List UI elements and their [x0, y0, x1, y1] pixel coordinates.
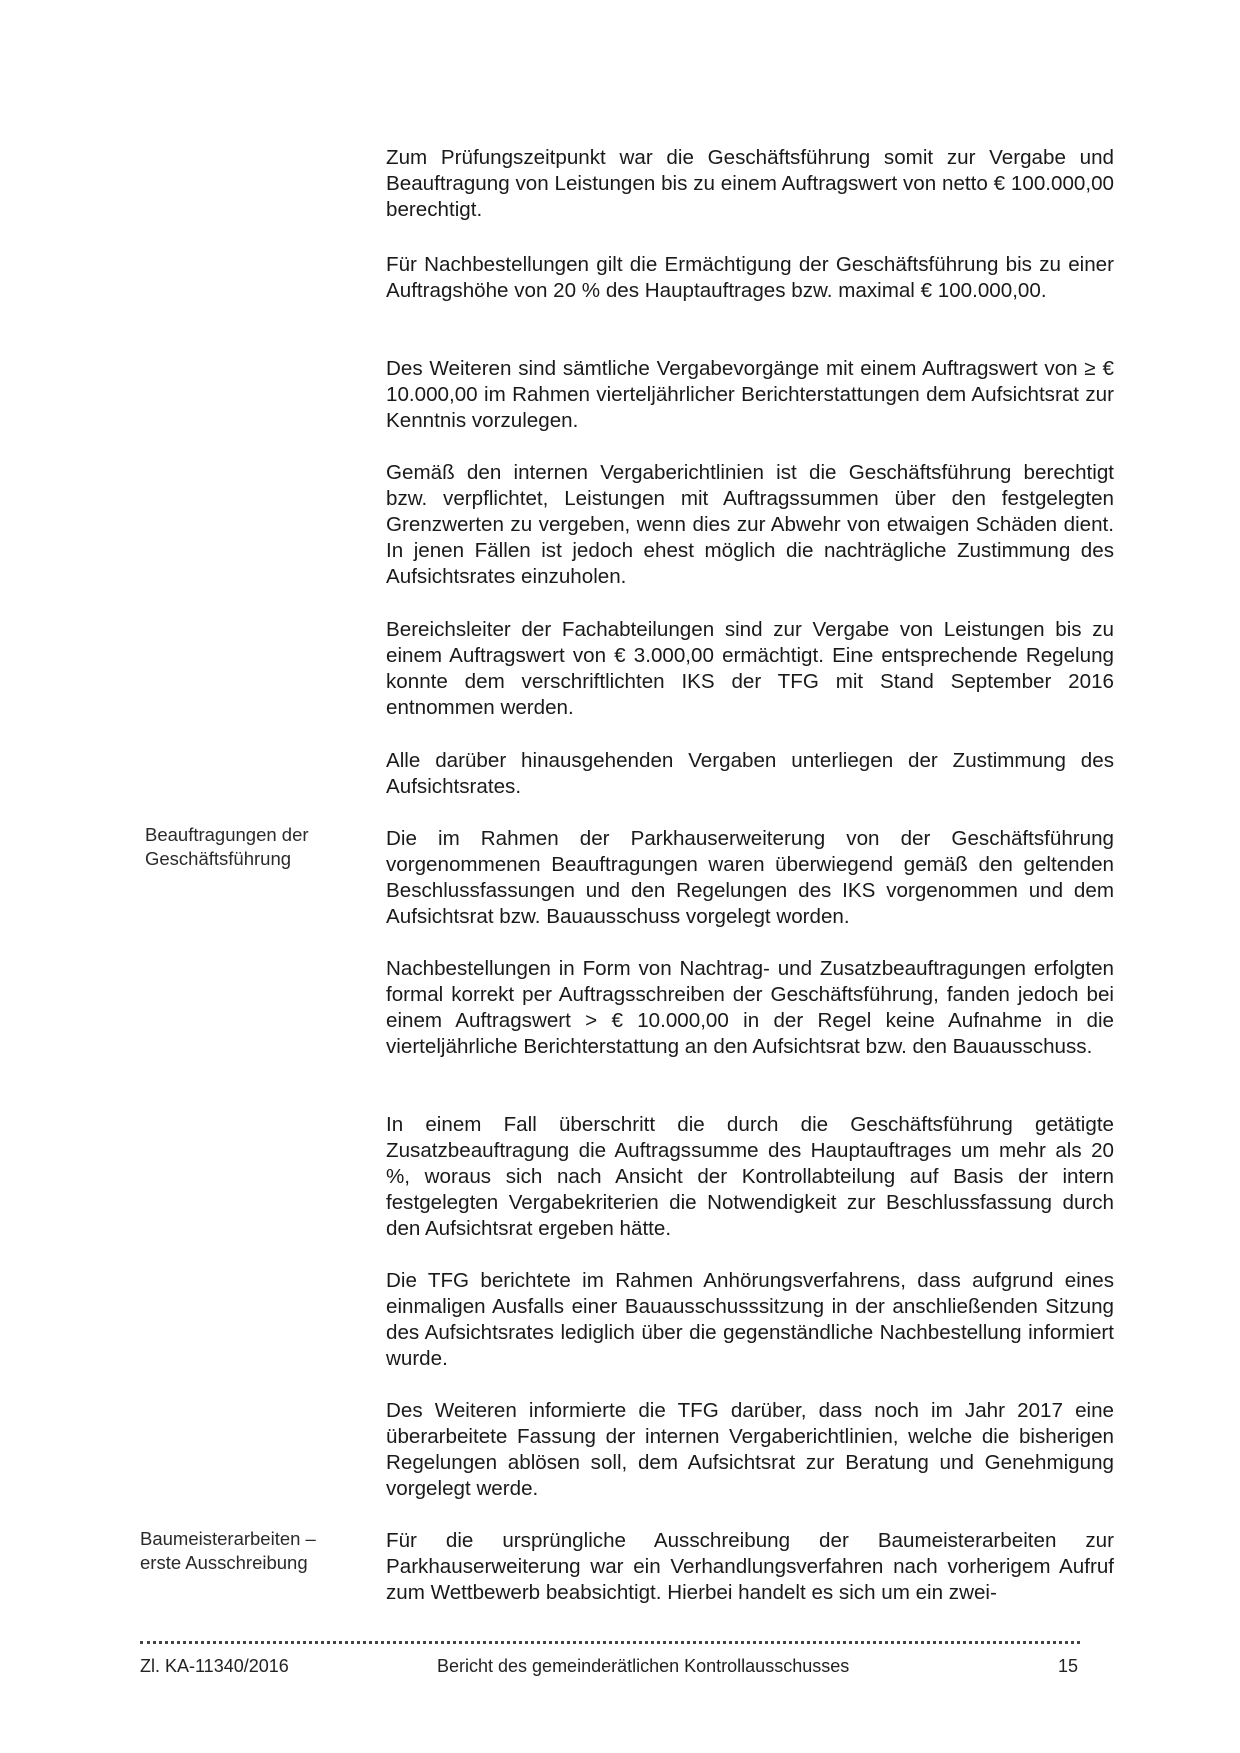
footer-divider	[140, 1641, 1080, 1644]
paragraph-9: In einem Fall überschritt die durch die Geschäftsführung getätigte Zusatzbeauftragung die Auftragssumme des Hauptauftrages um mehr als 20 %, woraus sich nach Ansicht der Kontrollabteilung auf Basis der intern festgelegten Vergabekriterien die Notwendigkeit zur Beschlussfassung durch den Aufsichtsrat ergeben hätte.	[386, 1113, 1114, 1240]
paragraph-7: Die im Rahmen der Parkhauserweiterung von der Geschäftsführung vorgenommenen Beauftragungen waren überwiegend gemäß den geltenden Beschlussfassungen und den Regelungen des IKS vorgenommen und dem Aufsichtsrat bzw. Bauausschuss vorgelegt worden.	[386, 827, 1114, 928]
paragraph-11: Des Weiteren informierte die TFG darüber, dass noch im Jahr 2017 eine überarbeitete Fassung der internen Vergaberichtlinien, welche die bisherigen Regelungen ablösen soll, dem Aufsichtsrat zur Beratung und Genehmigung vorgelegt werde.	[386, 1399, 1114, 1500]
paragraph-10: Die TFG berichtete im Rahmen Anhörungsverfahrens, dass aufgrund eines einmaligen Ausfalls einer Bauausschusssitzung in der anschließenden Sitzung des Aufsichtsrates lediglich über die gegenständliche Nachbestellung informiert wurde.	[386, 1269, 1114, 1370]
paragraph-1: Zum Prüfungszeitpunkt war die Geschäftsführung somit zur Vergabe und Beauftragung von Leistungen bis zu einem Auftragswert von netto € 100.000,00 berechtigt.	[386, 146, 1114, 221]
paragraph-2: Für Nachbestellungen gilt die Ermächtigung der Geschäftsführung bis zu einer Auftragshöhe von 20 % des Hauptauftrages bzw. maximal € 100.000,00.	[386, 253, 1114, 302]
paragraph-5: Bereichsleiter der Fachabteilungen sind zur Vergabe von Leistungen bis zu einem Auftragswert von € 3.000,00 ermächtigt. Eine entsprechende Regelung konnte dem verschriftlichten IKS der TFG mit Stand September 2016 entnommen werden.	[386, 618, 1114, 719]
paragraph-6: Alle darüber hinausgehenden Vergaben unterliegen der Zustimmung des Aufsichtsrates.	[386, 749, 1114, 798]
page-number: 15	[1058, 1656, 1079, 1676]
paragraph-3: Des Weiteren sind sämtliche Vergabevorgänge mit einem Auftragswert von ≥ € 10.000,00 im Rahmen vierteljährlicher Berichterstattungen dem Aufsichtsrat zur Kenntnis vorzulegen.	[386, 357, 1114, 432]
footer-title: Bericht des gemeinderätlichen Kontrollausschusses	[437, 1656, 850, 1676]
sidenote-beauftragungen: Beauftragungen der Geschäftsführung	[145, 824, 309, 869]
paragraph-4: Gemäß den internen Vergaberichtlinien ist die Geschäftsführung berechtigt bzw. verpflichtet, Leistungen mit Auftragssummen über den festgelegten Grenzwerten zu vergeben, wenn dies zur Abwehr von etwaigen Schäden dient. In jenen Fällen ist jedoch ehest möglich die nachträgliche Zustimmung des Aufsichtsrates einzuholen.	[386, 461, 1114, 588]
sidenote-baumeister: Baumeisterarbeiten – erste Ausschreibung	[140, 1528, 316, 1573]
footer-reference: Zl. KA-11340/2016	[140, 1656, 289, 1676]
paragraph-8: Nachbestellungen in Form von Nachtrag- und Zusatzbeauftragungen erfolgten formal korrekt per Auftragsschreiben der Geschäftsführung, fanden jedoch bei einem Auftragswert > € 10.000,00 in der Regel keine Aufnahme in die vierteljährliche Berichterstattung an den Aufsichtsrat bzw. den Bauausschuss.	[386, 957, 1114, 1058]
paragraph-12: Für die ursprüngliche Ausschreibung der Baumeisterarbeiten zur Parkhauserweiterung war ein Verhandlungsverfahren nach vorherigem Aufruf zum Wettbewerb beabsichtigt. Hierbei handelt es sich um ein zwei-	[386, 1529, 1114, 1604]
